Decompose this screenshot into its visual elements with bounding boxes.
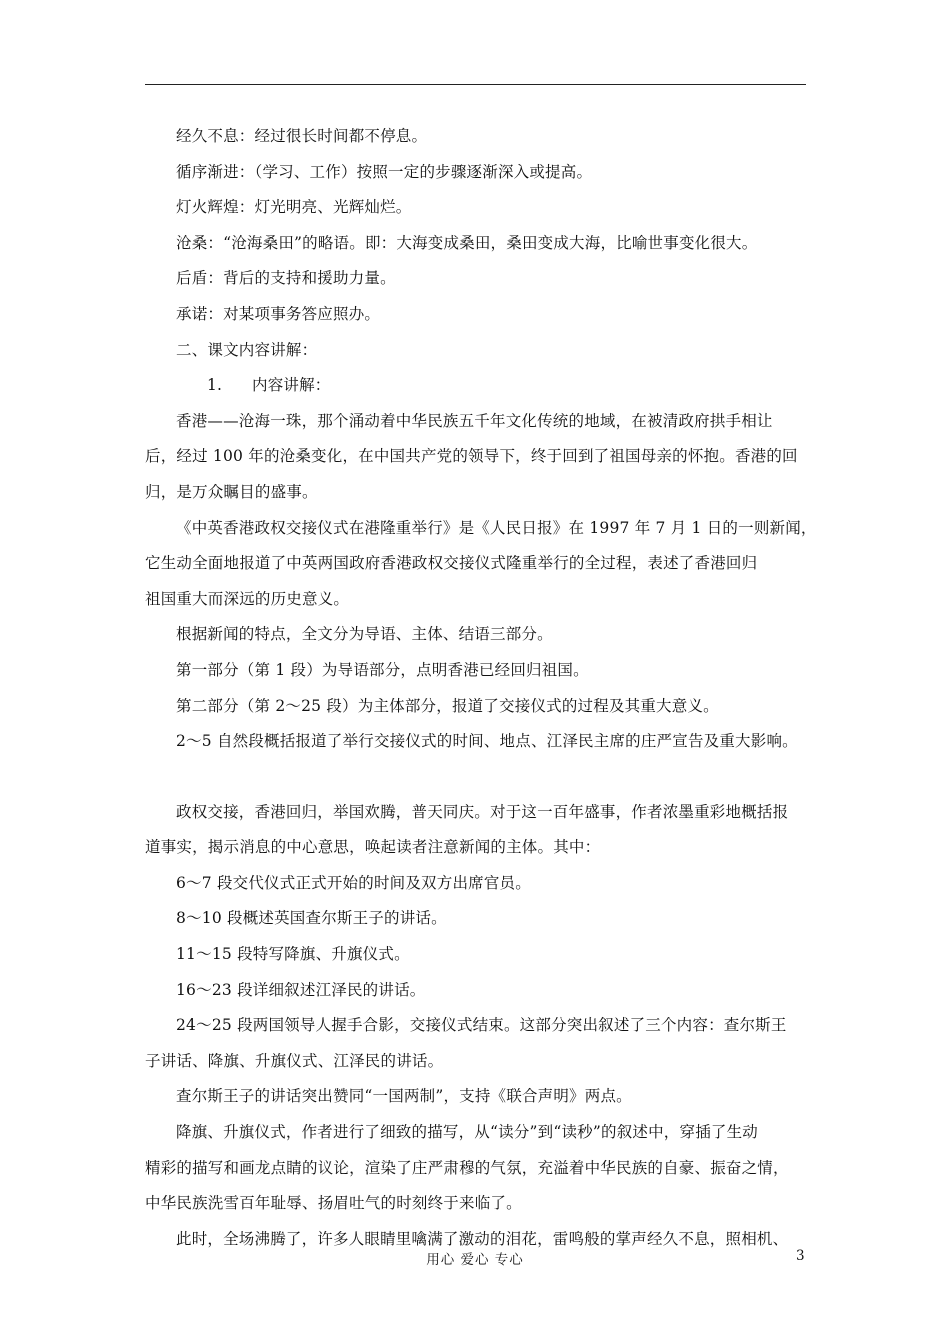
item-number: 1.	[207, 376, 223, 395]
paragraph-line: 后，经过 100 年的沧桑变化，在中国共产党的领导下，终于回到了祖国母亲的怀抱。香港的回	[145, 447, 798, 466]
paragraph-line: 第一部分（第 1 段）为导语部分，点明香港已经回归祖国。	[176, 660, 589, 679]
footer-slogan: 用心 爱心 专心	[426, 1252, 524, 1268]
paragraph-line: 中华民族洗雪百年耻辱、扬眉吐气的时刻终于来临了。	[145, 1194, 522, 1213]
definition-xunxujianjin: 循序渐进：（学习、工作）按照一定的步骤逐渐深入或提高。	[176, 162, 593, 181]
definition-houdun: 后盾：背后的支持和援助力量。	[176, 269, 396, 288]
page-number: 3	[796, 1248, 805, 1264]
paragraph-line: 精彩的描写和画龙点睛的议论，渲染了庄严肃穆的气氛，充溢着中华民族的自豪、振奋之情，	[145, 1158, 789, 1177]
paragraph-line: 6～7 段交代仪式正式开始的时间及双方出席官员。	[176, 873, 531, 892]
paragraph-line: 2～5 自然段概括报道了举行交接仪式的时间、地点、江泽民主席的庄严宣告及重大影响。	[176, 732, 798, 751]
paragraph-line: 祖国重大而深远的历史意义。	[145, 589, 350, 608]
paragraph-line: 政权交接，香港回归，举国欢腾，普天同庆。对于这一百年盛事，作者浓墨重彩地概括报	[176, 802, 789, 821]
paragraph-line: 16～23 段详细叙述江泽民的讲话。	[176, 980, 426, 999]
paragraph-line: 归，是万众瞩目的盛事。	[145, 482, 318, 501]
paragraph-line: 根据新闻的特点，全文分为导语、主体、结语三部分。	[176, 625, 553, 644]
section-heading: 二、课文内容讲解：	[176, 340, 318, 359]
paragraph-line: 11～15 段特写降旗、升旗仪式。	[176, 945, 410, 964]
paragraph-line: 查尔斯王子的讲话突出赞同“一国两制”，支持《联合声明》两点。	[176, 1087, 632, 1106]
definition-chengnuo: 承诺：对某项事务答应照办。	[176, 304, 381, 323]
paragraph-line: 《中英香港政权交接仪式在港隆重举行》是《人民日报》在 1997 年 7 月 1 日的一则新闻，	[176, 518, 817, 537]
paragraph-line: 24～25 段两国领导人握手合影，交接仪式结束。这部分突出叙述了三个内容：查尔斯王	[176, 1016, 787, 1035]
numbered-item	[145, 368, 825, 404]
paragraph-line: 它生动全面地报道了中英两国政府香港政权交接仪式隆重举行的全过程，表述了香港回归	[145, 554, 758, 573]
blank-line	[145, 760, 825, 795]
paragraph-line: 降旗、升旗仪式，作者进行了细致的描写，从“读分”到“读秒”的叙述中，穿插了生动	[176, 1123, 758, 1142]
paragraph-line: 第二部分（第 2～25 段）为主体部分，报道了交接仪式的过程及其重大意义。	[176, 696, 719, 715]
paragraph-line: 此时，全场沸腾了，许多人眼睛里噙满了激动的泪花，雷鸣般的掌声经久不息，照相机、	[176, 1229, 789, 1248]
header-rule	[145, 84, 806, 85]
definition-jingjiubuxi: 经久不息：经过很长时间都不停息。	[176, 127, 428, 145]
paragraph-line: 8～10 段概述英国查尔斯王子的讲话。	[176, 909, 447, 928]
item-text: 内容讲解：	[252, 376, 331, 395]
document-body	[145, 119, 825, 1257]
paragraph-line: 子讲话、降旗、升旗仪式、江泽民的讲话。	[145, 1051, 444, 1070]
paragraph-line: 香港——沧海一珠，那个涌动着中华民族五千年文化传统的地域，在被清政府拱手相让	[176, 411, 773, 430]
definition-denghuohuihuang: 灯火辉煌：灯光明亮、光辉灿烂。	[176, 198, 412, 217]
definition-cangsang: 沧桑：“沧海桑田”的略语。即：大海变成桑田，桑田变成大海，比喻世事变化很大。	[176, 233, 758, 252]
paragraph-line: 道事实，揭示消息的中心意思，唤起读者注意新闻的主体。其中：	[145, 838, 601, 857]
